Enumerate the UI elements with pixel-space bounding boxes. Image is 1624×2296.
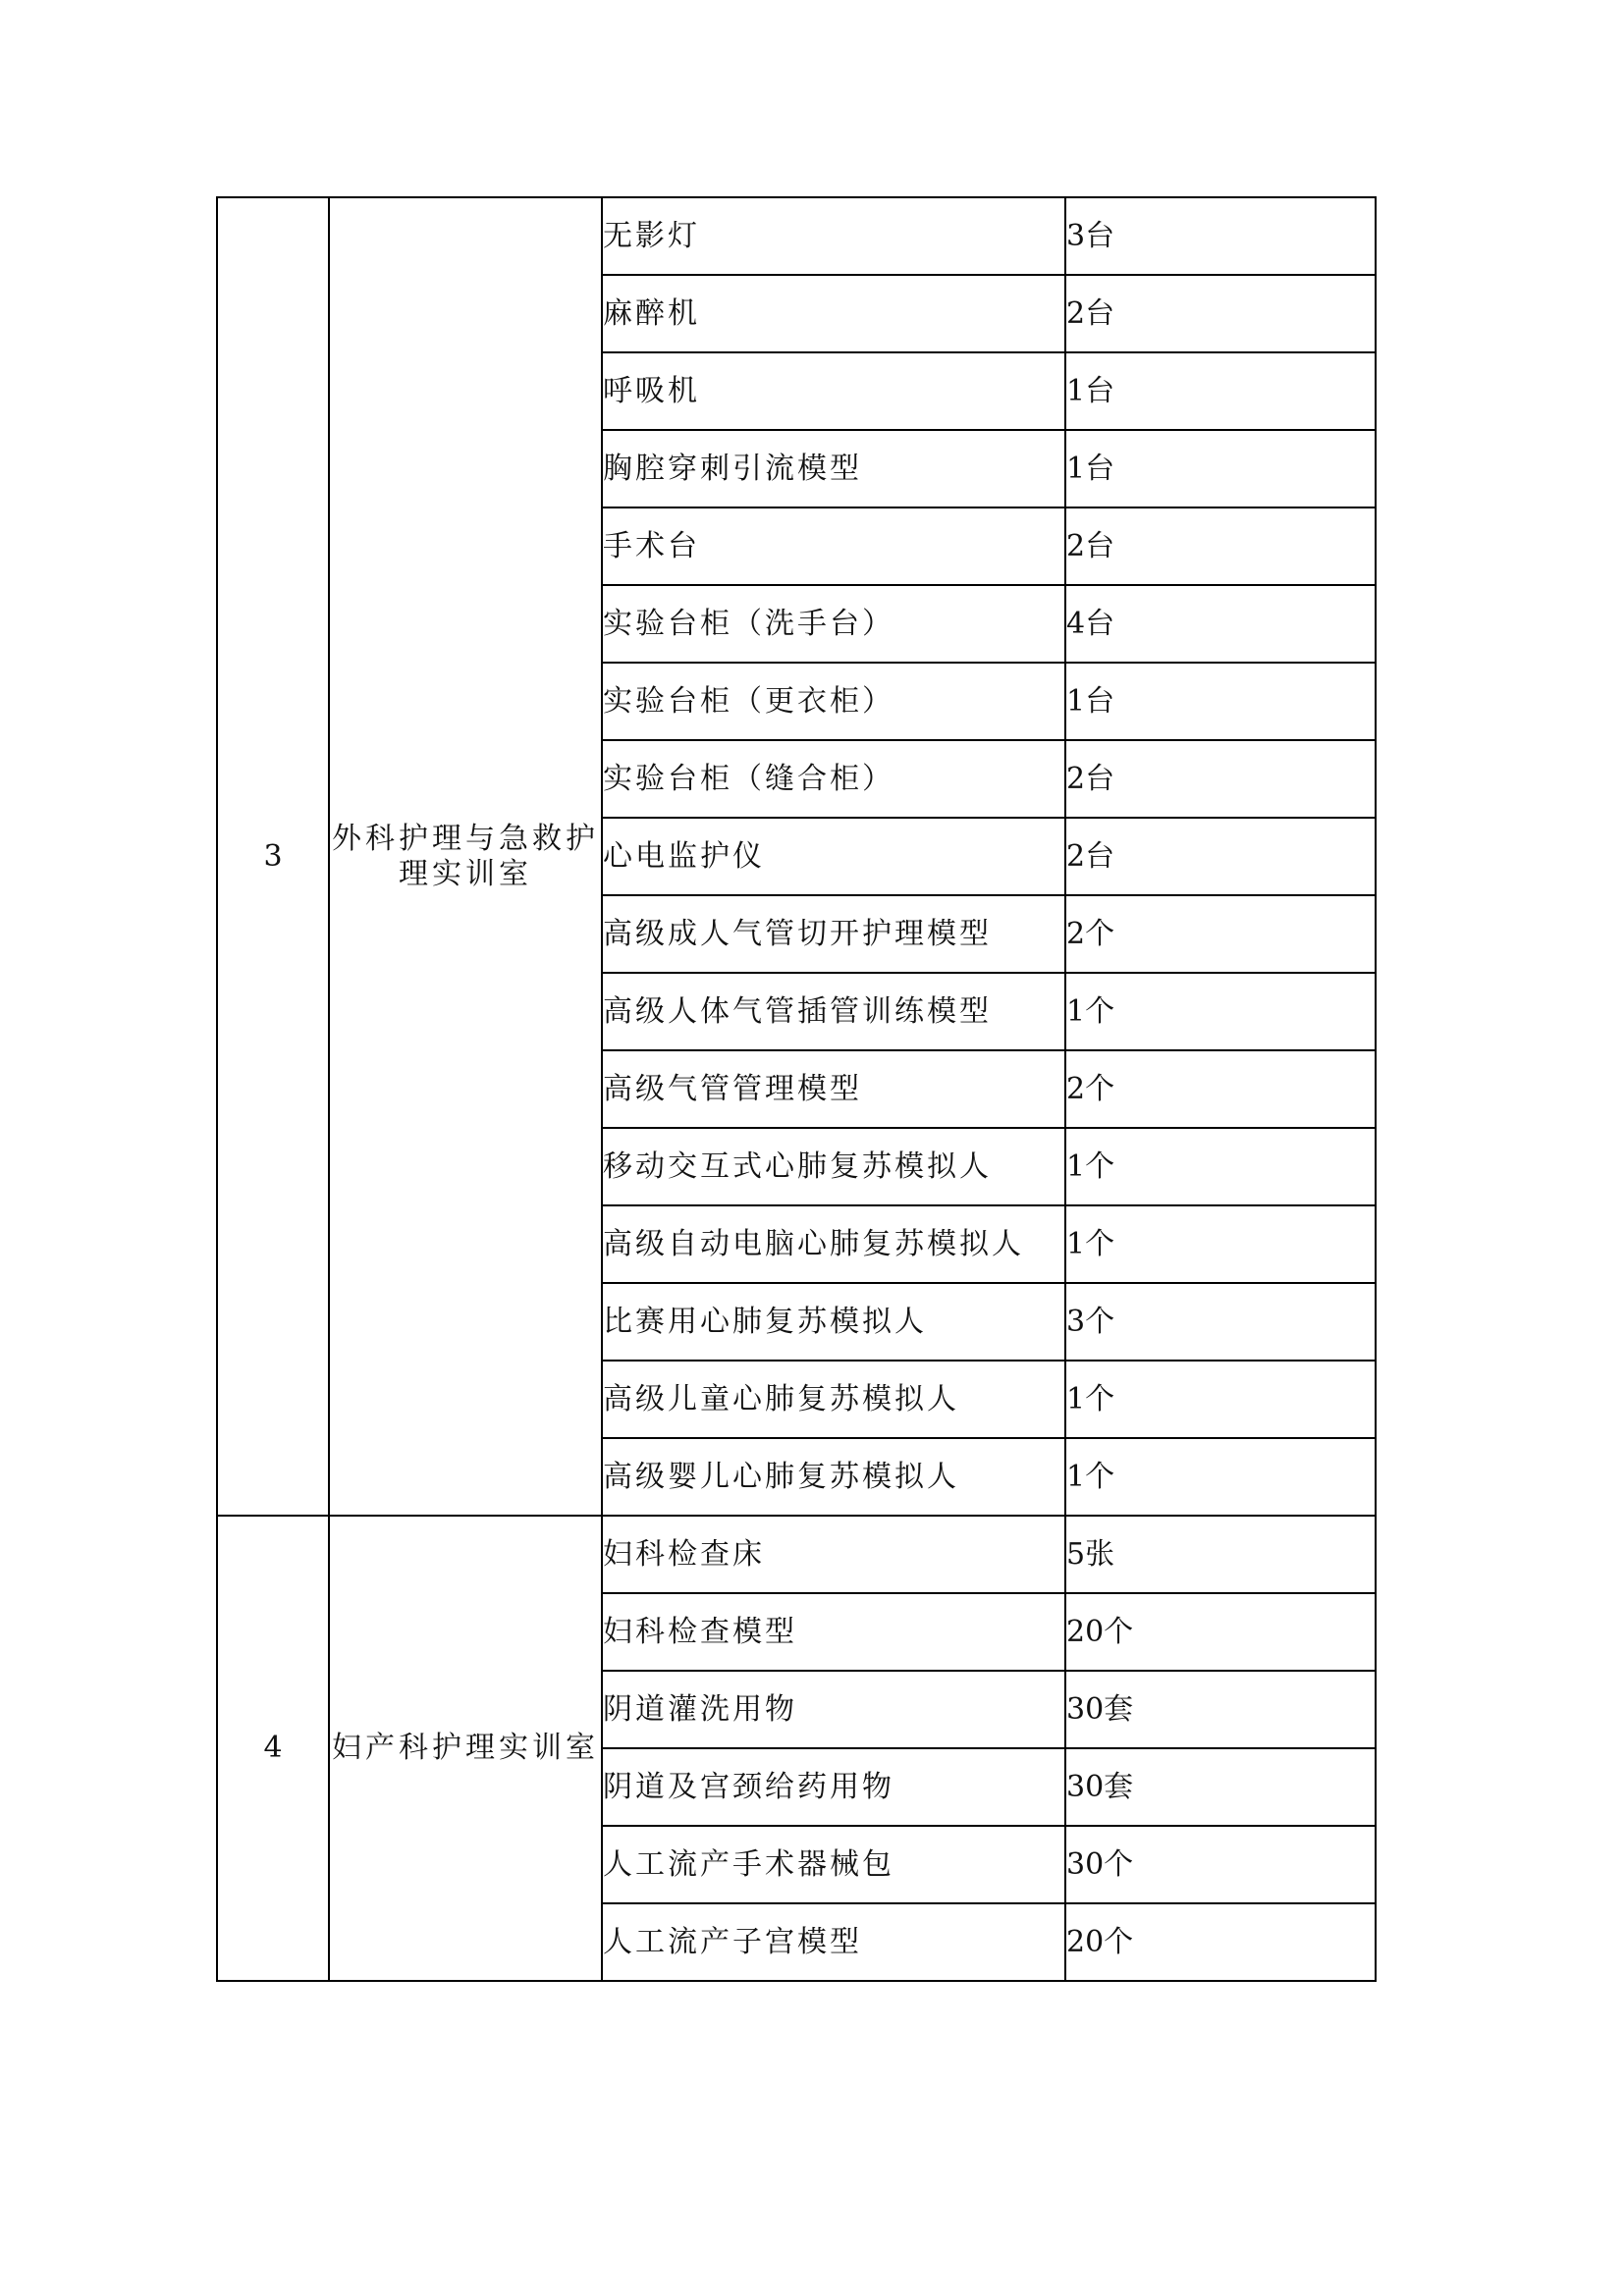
quantity-cell: 30套 (1065, 1748, 1376, 1826)
equipment-name-cell: 心电监护仪 (602, 818, 1065, 895)
quantity-cell: 4台 (1065, 585, 1376, 663)
equipment-name-cell: 实验台柜（洗手台） (602, 585, 1065, 663)
quantity-cell: 2个 (1065, 1050, 1376, 1128)
quantity-cell: 2台 (1065, 818, 1376, 895)
equipment-table (216, 196, 1377, 1982)
quantity-cell: 20个 (1065, 1903, 1376, 1981)
equipment-name-cell: 阴道灌洗用物 (602, 1671, 1065, 1748)
quantity-cell: 1台 (1065, 430, 1376, 507)
equipment-name-cell: 高级婴儿心肺复苏模拟人 (602, 1438, 1065, 1516)
equipment-name-cell: 阴道及宫颈给药用物 (602, 1748, 1065, 1826)
quantity-cell: 30个 (1065, 1826, 1376, 1903)
quantity-cell: 1台 (1065, 663, 1376, 740)
equipment-name-cell: 高级人体气管插管训练模型 (602, 973, 1065, 1050)
quantity-cell: 1个 (1065, 1438, 1376, 1516)
quantity-cell: 20个 (1065, 1593, 1376, 1671)
equipment-name-cell: 呼吸机 (602, 352, 1065, 430)
quantity-cell: 3个 (1065, 1283, 1376, 1361)
equipment-name-cell: 移动交互式心肺复苏模拟人 (602, 1128, 1065, 1205)
quantity-cell: 1个 (1065, 1128, 1376, 1205)
equipment-name-cell: 妇科检查床 (602, 1516, 1065, 1593)
quantity-cell: 30套 (1065, 1671, 1376, 1748)
row-number-cell: 4 (217, 1516, 329, 1981)
equipment-name-cell: 无影灯 (602, 197, 1065, 275)
equipment-table-body (217, 197, 1376, 1981)
equipment-name-cell: 实验台柜（缝合柜） (602, 740, 1065, 818)
equipment-name-cell: 高级自动电脑心肺复苏模拟人 (602, 1205, 1065, 1283)
equipment-name-cell: 高级成人气管切开护理模型 (602, 895, 1065, 973)
training-room-cell: 外科护理与急救护理实训室 (329, 197, 602, 1516)
quantity-cell: 1个 (1065, 1361, 1376, 1438)
equipment-name-cell: 人工流产手术器械包 (602, 1826, 1065, 1903)
table-row (217, 1516, 1376, 1593)
quantity-cell: 2个 (1065, 895, 1376, 973)
quantity-cell: 1台 (1065, 352, 1376, 430)
quantity-cell: 2台 (1065, 740, 1376, 818)
quantity-cell: 2台 (1065, 507, 1376, 585)
quantity-cell: 5张 (1065, 1516, 1376, 1593)
equipment-name-cell: 比赛用心肺复苏模拟人 (602, 1283, 1065, 1361)
quantity-cell: 1个 (1065, 973, 1376, 1050)
row-number-cell: 3 (217, 197, 329, 1516)
equipment-name-cell: 人工流产子宫模型 (602, 1903, 1065, 1981)
equipment-name-cell: 麻醉机 (602, 275, 1065, 352)
table-row (217, 197, 1376, 275)
equipment-name-cell: 妇科检查模型 (602, 1593, 1065, 1671)
equipment-name-cell: 胸腔穿刺引流模型 (602, 430, 1065, 507)
quantity-cell: 3台 (1065, 197, 1376, 275)
training-room-cell: 妇产科护理实训室 (329, 1516, 602, 1981)
equipment-name-cell: 手术台 (602, 507, 1065, 585)
quantity-cell: 1个 (1065, 1205, 1376, 1283)
quantity-cell: 2台 (1065, 275, 1376, 352)
equipment-name-cell: 高级儿童心肺复苏模拟人 (602, 1361, 1065, 1438)
equipment-name-cell: 高级气管管理模型 (602, 1050, 1065, 1128)
equipment-name-cell: 实验台柜（更衣柜） (602, 663, 1065, 740)
